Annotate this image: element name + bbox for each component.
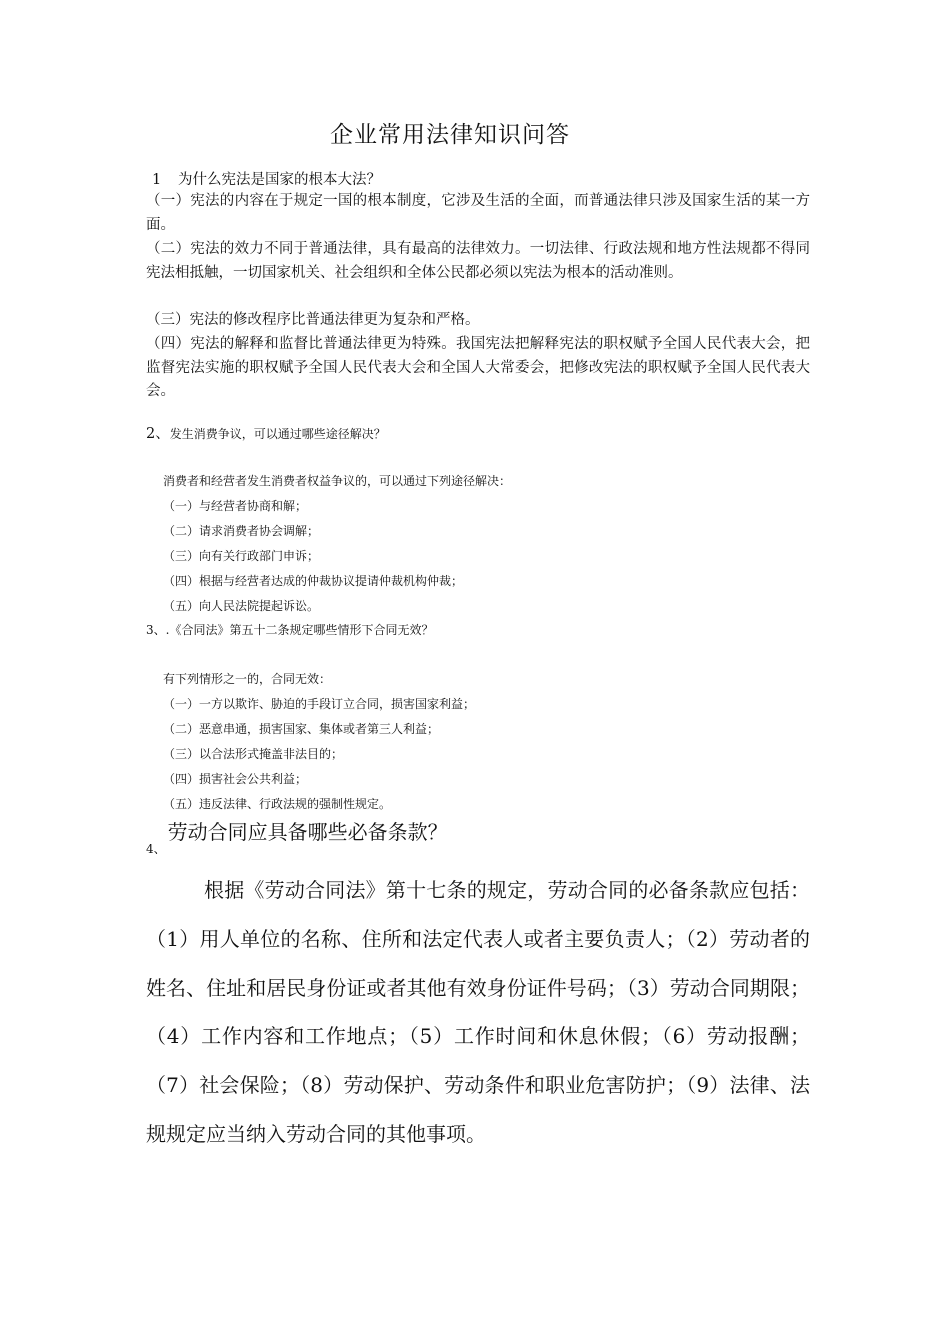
question-4-number: 4、 bbox=[146, 842, 166, 856]
question-4-heading bbox=[146, 816, 448, 857]
answer-3-item: （二）恶意串通，损害国家、集体或者第三人利益； bbox=[163, 722, 440, 736]
answer-3-intro: 有下列情形之一的，合同无效： bbox=[163, 672, 332, 686]
answer-1-paragraph-4: （四）宪法的解释和监督比普通法律更为特殊。我国宪法把解释宪法的职权赋予全国人民代表大会，把监督宪法实施的职权赋予全国人民代表大会和全国人大常委会，把修改宪法的职权赋予全国人民代表大会。 bbox=[146, 336, 810, 400]
question-1-number: 1 bbox=[152, 172, 162, 188]
question-1-heading bbox=[152, 168, 381, 189]
answer-4-paragraph: 根据《劳动合同法》第十七条的规定，劳动合同的必备条款应包括：（1）用人单位的名称、住所和法定代表人或者主要负责人；（2）劳动者的姓名、住址和居民身份证或者其他有效身份证件号码；（3）劳动合同期限；（4）工作内容和工作地点；（5）工作时间和休息休假；（6）劳动报酬；（7）社会保险；（8）劳动保护、劳动条件和职业危害防护；（9）法律、法规规定应当纳入劳动合同的其他事项。 bbox=[146, 878, 810, 1146]
question-2-number: 2、 bbox=[146, 426, 170, 442]
answer-3-item: （五）违反法律、行政法规的强制性规定。 bbox=[163, 797, 392, 811]
answer-1-paragraph-3: （三）宪法的修改程序比普通法律更为复杂和严格。 bbox=[146, 312, 480, 328]
question-2-heading bbox=[146, 422, 386, 443]
question-4-text: 劳动合同应具备哪些必备条款？ bbox=[167, 820, 448, 844]
answer-2-item: （三）向有关行政部门申诉； bbox=[163, 549, 320, 563]
answer-2-intro: 消费者和经营者发生消费者权益争议的，可以通过下列途径解决： bbox=[163, 474, 512, 488]
answer-3-item: （三）以合法形式掩盖非法目的； bbox=[163, 747, 344, 761]
answer-2-item: （一）与经营者协商和解； bbox=[163, 499, 308, 513]
answer-2-item: （四）根据与经营者达成的仲裁协议提请仲裁机构仲裁； bbox=[163, 574, 464, 588]
question-3-text: .《合同法》第五十二条规定哪些情形下合同无效？ bbox=[165, 623, 434, 637]
question-3-number: 3、 bbox=[146, 623, 166, 637]
question-3-heading bbox=[146, 621, 433, 638]
answer-3-item: （一）一方以欺诈、胁迫的手段订立合同，损害国家利益； bbox=[163, 697, 476, 711]
answer-3-item: （四）损害社会公共利益； bbox=[163, 772, 308, 786]
answer-2-item: （五）向人民法院提起诉讼。 bbox=[163, 599, 320, 613]
answer-1-paragraph-2: （二）宪法的效力不同于普通法律，具有最高的法律效力。一切法律、行政法规和地方性法规都不得同宪法相抵触，一切国家机关、社会组织和全体公民都必须以宪法为根本的活动准则。 bbox=[146, 241, 810, 281]
answer-1-paragraph-1: （一）宪法的内容在于规定一国的根本制度，它涉及生活的全面，而普通法律只涉及国家生活的某一方面。 bbox=[146, 193, 810, 233]
question-1-text: 为什么宪法是国家的根本大法？ bbox=[178, 172, 381, 188]
page-title: 企业常用法律知识问答 bbox=[330, 122, 570, 148]
question-2-text: 发生消费争议，可以通过哪些途径解决？ bbox=[169, 427, 386, 441]
answer-2-item: （二）请求消费者协会调解； bbox=[163, 524, 320, 538]
